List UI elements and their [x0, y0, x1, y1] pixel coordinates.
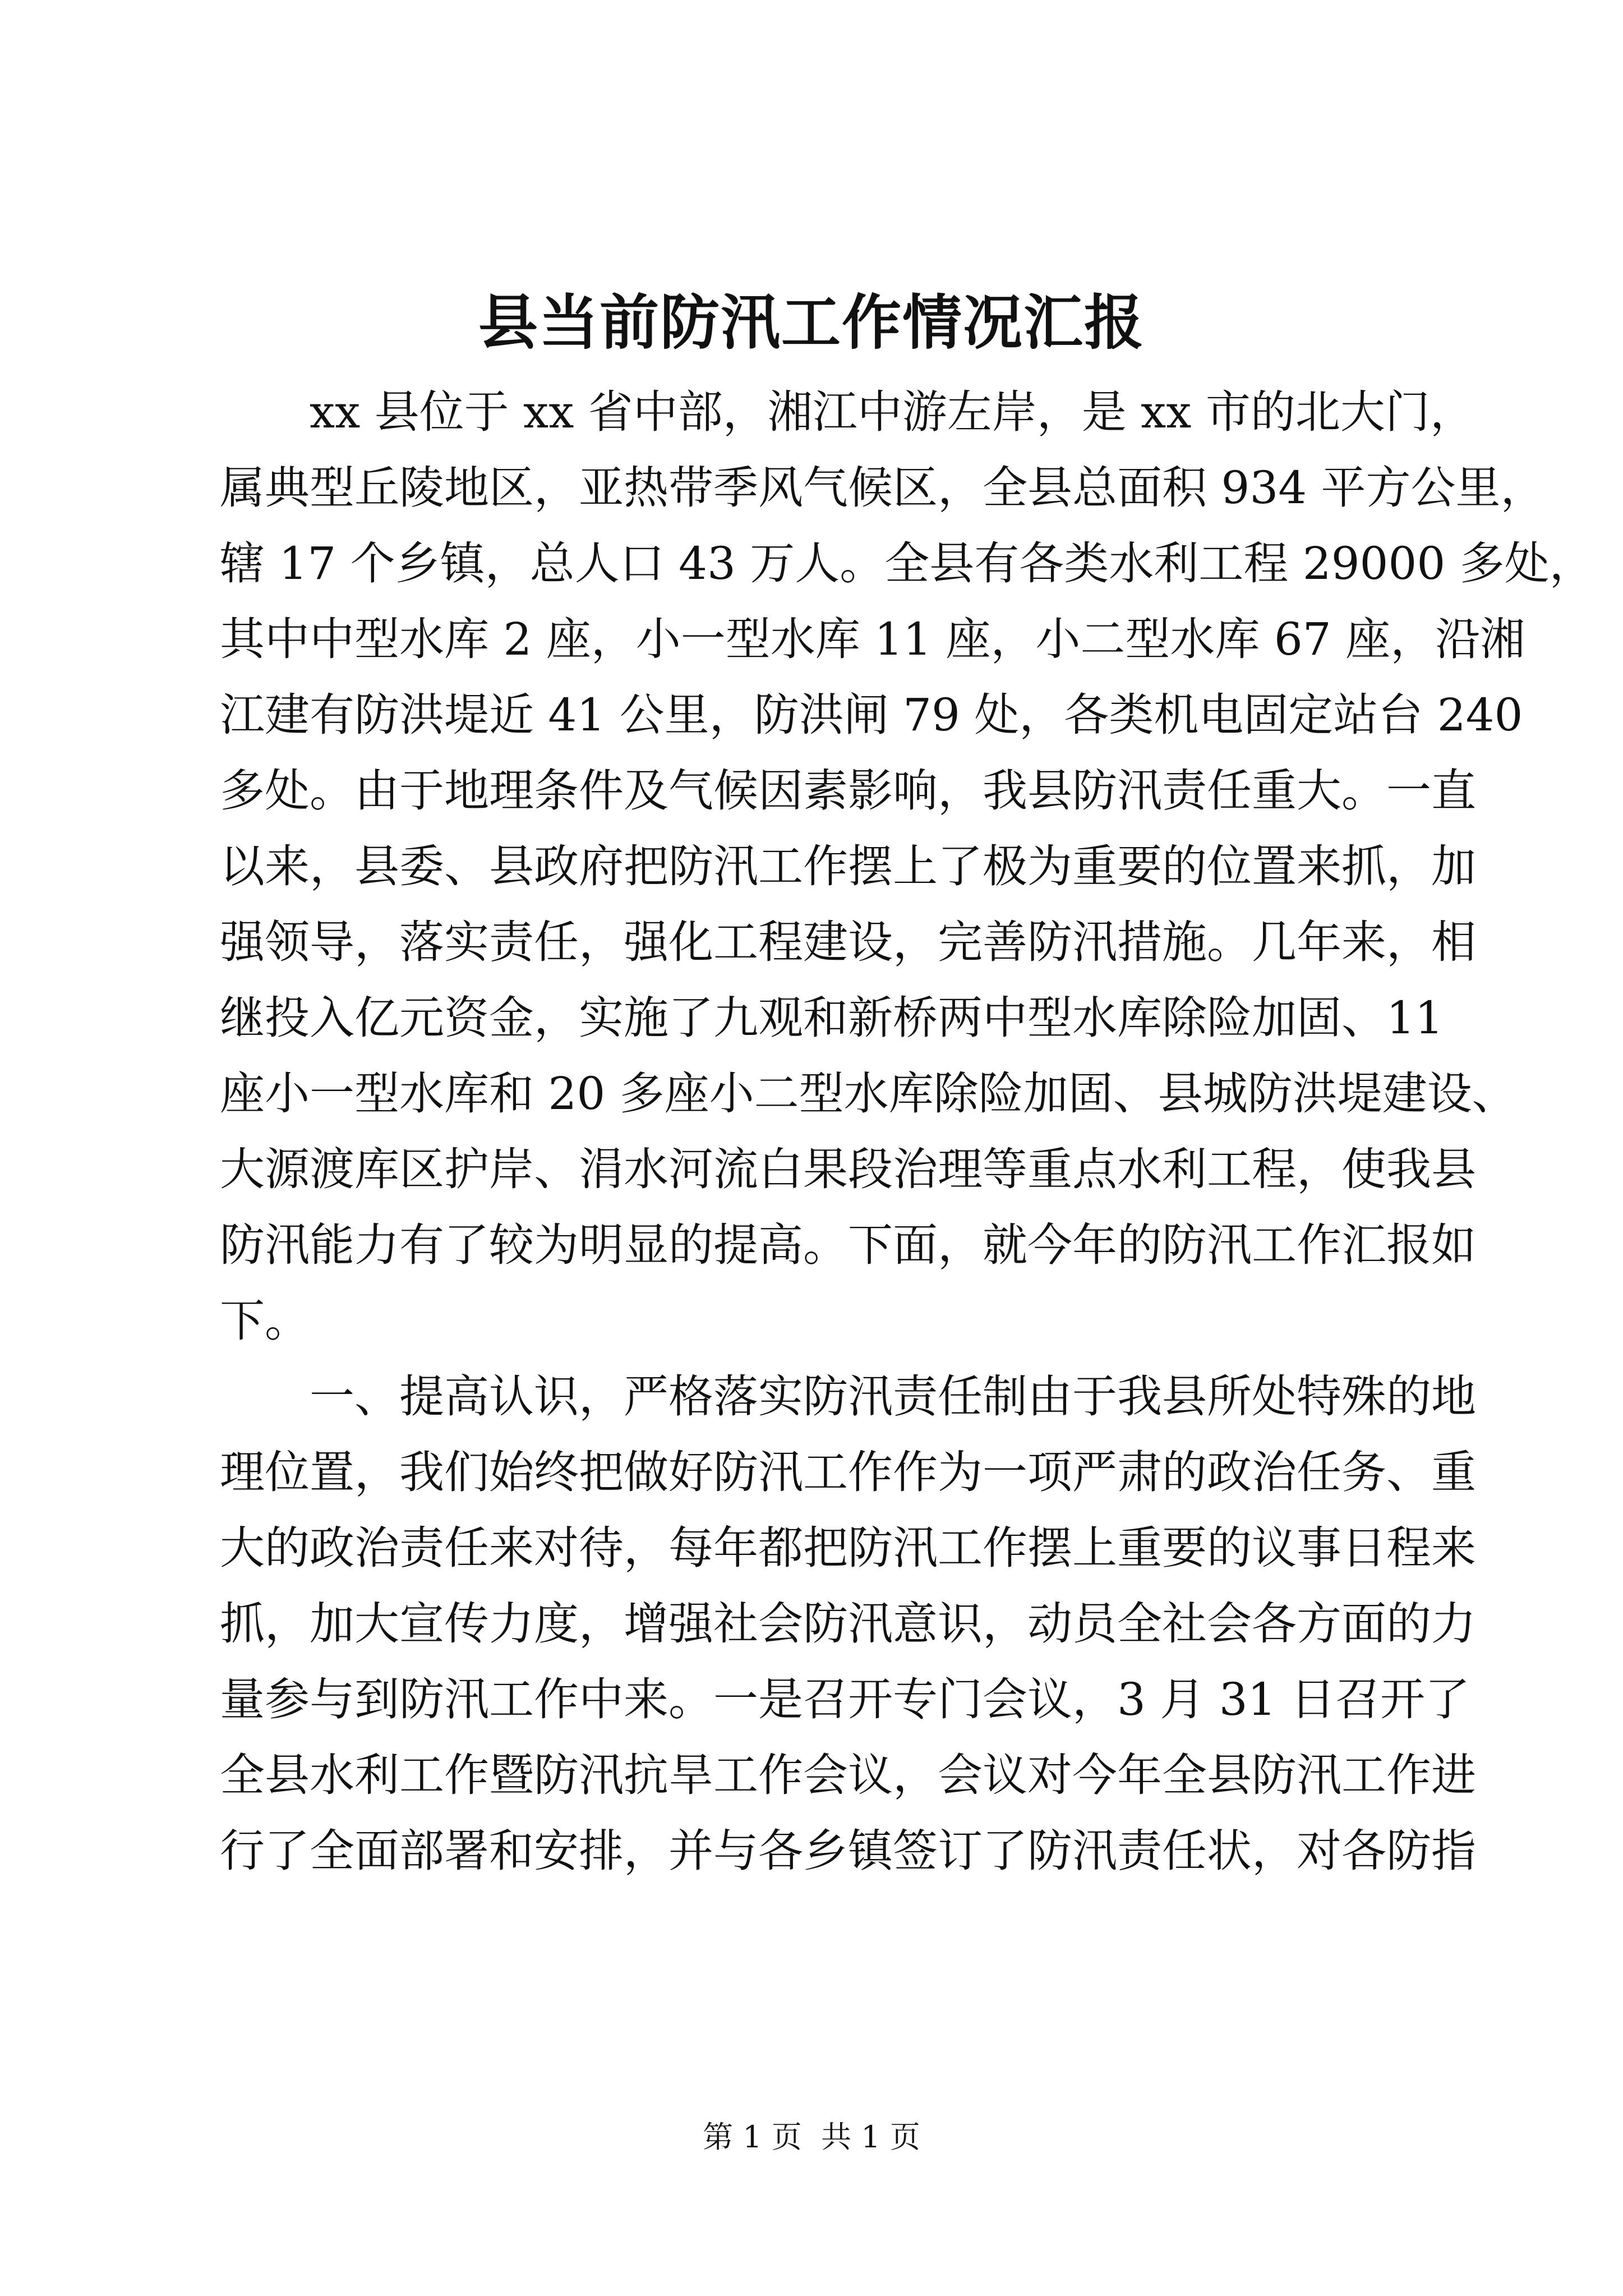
- paragraph-line: 抓，加大宣传力度，增强社会防汛意识，动员全社会各方面的力: [220, 1598, 1476, 1650]
- page-footer: 第 1 页 共 1 页: [703, 2119, 920, 2155]
- paragraph-line: 江建有防洪堤近 41 公里，防洪闸 79 处，各类机电固定站台 240: [220, 689, 1523, 741]
- paragraph-line: 防汛能力有了较为明显的提高。下面，就今年的防汛工作汇报如: [220, 1219, 1476, 1271]
- paragraph-line: 量参与到防汛工作中来。一是召开专门会议，3 月 31 日召开了: [220, 1673, 1470, 1726]
- paragraph-line: 其中中型水库 2 座，小一型水库 11 座，小二型水库 67 座，沿湘: [220, 613, 1525, 665]
- paragraph-line: 继投入亿元资金，实施了九观和新桥两中型水库除险加固、11: [220, 992, 1444, 1044]
- paragraph-line: 全县水利工作暨防汛抗旱工作会议，会议对今年全县防汛工作进: [220, 1749, 1476, 1801]
- paragraph-line: 大的政治责任来对待，每年都把防汛工作摆上重要的议事日程来: [220, 1522, 1476, 1574]
- paragraph-line: 以来，县委、县政府把防汛工作摆上了极为重要的位置来抓，加: [220, 840, 1476, 892]
- paragraph-line: 大源渡库区护岸、涓水河流白果段治理等重点水利工程，使我县: [220, 1143, 1476, 1195]
- paragraph-line: xx 县位于 xx 省中部，湘江中游左岸，是 xx 市的北大门，: [310, 386, 1475, 438]
- paragraph-line: 理位置，我们始终把做好防汛工作作为一项严肃的政治任务、重: [220, 1446, 1476, 1498]
- paragraph-line: 一、提高认识，严格落实防汛责任制由于我县所处特殊的地: [310, 1370, 1476, 1423]
- document-title: 县当前防汛工作情况汇报: [478, 287, 1145, 357]
- paragraph-line: 行了全面部署和安排，并与各乡镇签订了防汛责任状，对各防指: [220, 1825, 1476, 1877]
- paragraph-line: 下。: [220, 1295, 310, 1347]
- paragraph-line: 属典型丘陵地区，亚热带季风气候区，全县总面积 934 平方公里，: [220, 462, 1546, 514]
- paragraph-line: 多处。由于地理条件及气候因素影响，我县防汛责任重大。一直: [220, 765, 1476, 817]
- paragraph-line: 座小一型水库和 20 多座小二型水库除险加固、县城防洪堤建设、: [220, 1068, 1517, 1120]
- paragraph-line: 强领导，落实责任，强化工程建设，完善防汛措施。几年来，相: [220, 916, 1476, 968]
- paragraph-line: 辖 17 个乡镇，总人口 43 万人。全县有各类水利工程 29000 多处，: [220, 537, 1594, 590]
